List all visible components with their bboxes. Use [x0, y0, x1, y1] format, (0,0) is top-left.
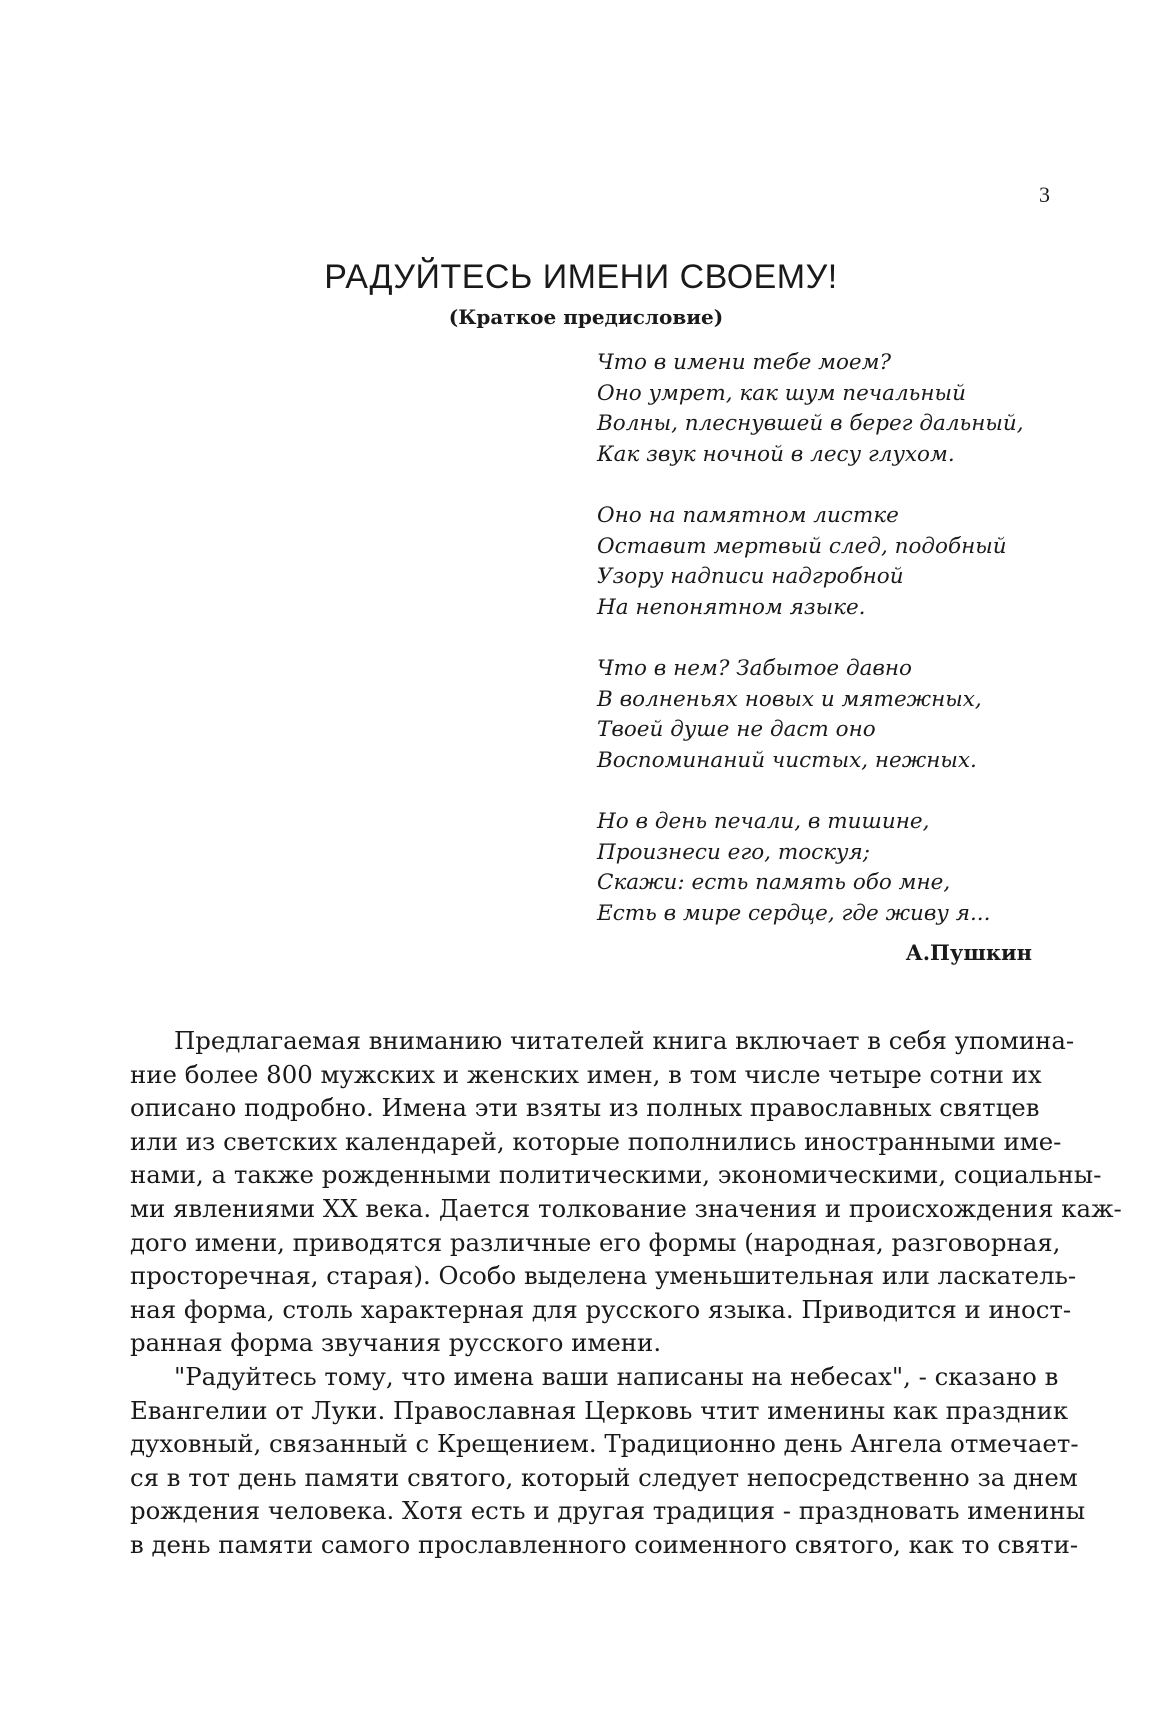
body-text [130, 1024, 1122, 1562]
poem-line: Твоей душе не даст оно [597, 717, 876, 742]
poem-line: В волненьях новых и мятежных, [597, 686, 982, 712]
body-line: ранная форма звучания русского имени. [130, 1328, 662, 1358]
poem-line: Воспоминаний чистых, нежных. [597, 747, 977, 773]
poem-stanza [597, 654, 1067, 776]
chapter-subtitle: (Краткое предисловие) [448, 305, 724, 329]
body-line: ная форма, столь характерная для русского языка. Приводится и иност- [130, 1294, 1072, 1324]
body-line: Предлагаемая вниманию читателей книга включает в себя упомина- [174, 1026, 1075, 1055]
poem-line: На непонятном языке. [597, 594, 866, 620]
poem-line: Что в нем? Забытое давно [597, 656, 913, 681]
poem-author: А.Пушкин [905, 940, 1032, 965]
body-line: "Радуйтесь тому, что имена ваши написаны на небесах", - сказано в [174, 1361, 1059, 1391]
body-line: ся в тот день памяти святого, который следует непосредственно за днем [130, 1462, 1078, 1492]
poem-line: Скажи: есть память обо мне, [597, 870, 951, 895]
poem-stanza [597, 807, 1067, 929]
body-line: рождения человека. Хотя есть и другая традиция - праздновать именины [130, 1496, 1086, 1526]
poem-line: Волны, плеснувшей в берег дальный, [597, 411, 1024, 436]
poem-line: Но в день печали, в тишине, [597, 809, 930, 834]
poem-line: Что в имени тебе моем? [597, 350, 892, 375]
poem-stanza [597, 501, 1067, 623]
poem-line: Есть в мире сердце, где живу я... [597, 900, 991, 926]
body-line: дого имени, приводятся различные его формы (народная, разговорная, [130, 1227, 1061, 1257]
body-line: описано подробно. Имена эти взяты из полных православных святцев [130, 1093, 1040, 1123]
body-line: в день памяти самого прославленного соименного святого, как то святи- [130, 1529, 1079, 1559]
poem-line: Узору надписи надгробной [597, 564, 904, 589]
page-number: 3 [1039, 182, 1050, 207]
poem-line: Как звук ночной в лесу глухом. [597, 441, 955, 467]
chapter-title: РАДУЙТЕСЬ ИМЕНИ СВОЕМУ! [324, 258, 838, 296]
body-line: нами, а также рожденными политическими, экономическими, социальны- [130, 1160, 1102, 1190]
body-line: духовный, связанный с Крещением. Традиционно день Ангела отмечает- [130, 1429, 1079, 1459]
poem-line: Произнеси его, тоскуя; [597, 839, 871, 865]
poem-line: Оно на памятном листке [597, 503, 899, 528]
poem-line: Оно умрет, как шум печальный [597, 380, 966, 406]
poem-stanza [597, 348, 1067, 470]
body-line: ми явлениями XX века. Дается толкование значения и происхождения каж- [130, 1193, 1122, 1223]
body-line: ние более 800 мужских и женских имен, в том числе четыре сотни их [130, 1059, 1042, 1089]
body-line: просторечная, старая). Особо выделена уменьшительная или ласкатель- [130, 1261, 1077, 1291]
epigraph-poem [597, 348, 1067, 960]
poem-line: Оставит мертвый след, подобный [597, 533, 1007, 559]
body-line: Евангелии от Луки. Православная Церковь чтит именины как праздник [130, 1395, 1069, 1425]
body-line: или из светских календарей, которые пополнились иностранными име- [130, 1126, 1062, 1156]
